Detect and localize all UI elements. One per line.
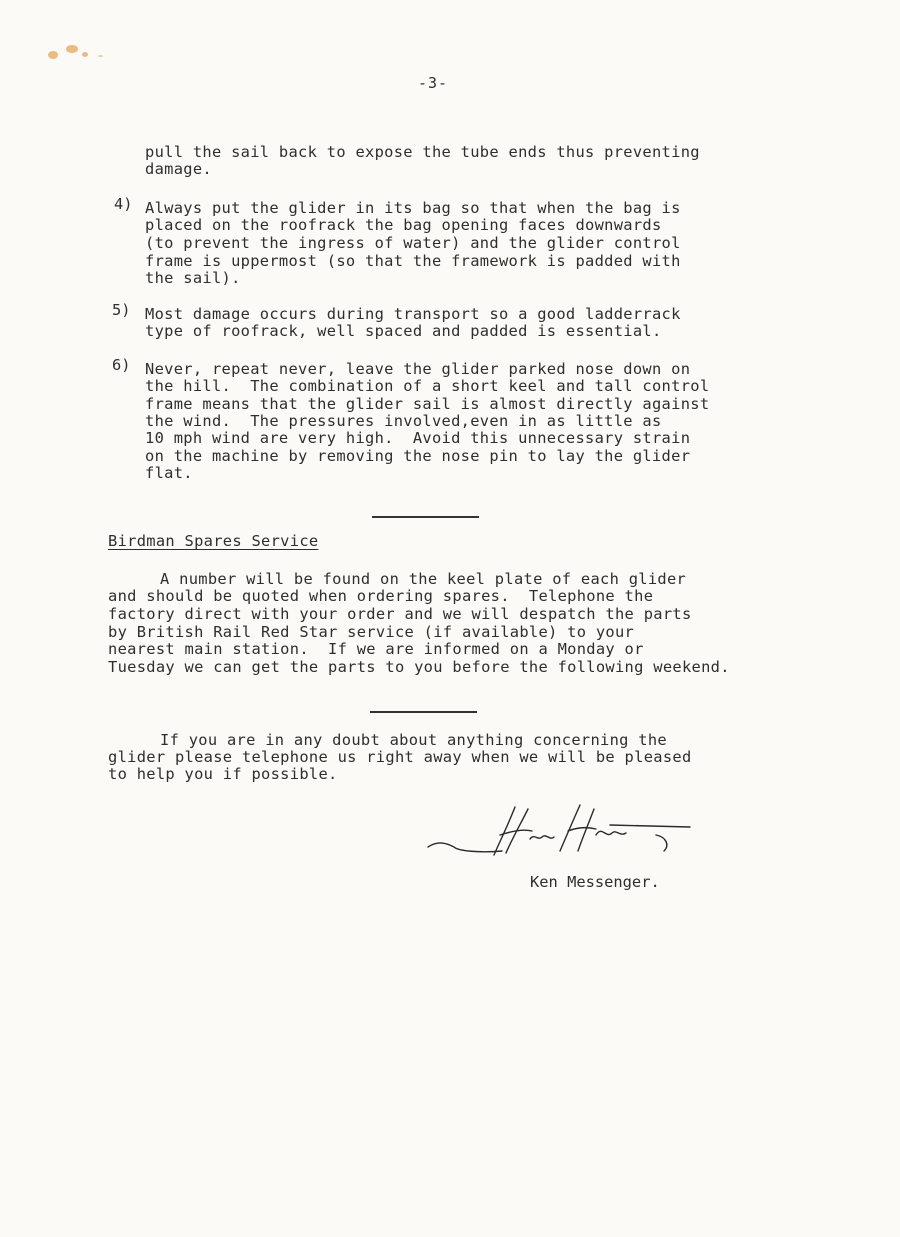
handwritten-signature (420, 795, 700, 875)
body-line: on the machine by removing the nose pin to lay the glider (145, 447, 691, 465)
body-line: (to prevent the ingress of water) and the glider control (145, 234, 681, 252)
body-line: Always put the glider in its bag so that when the bag is (145, 199, 681, 217)
body-line: type of roofrack, well spaced and padded is essential. (145, 322, 662, 340)
body-line: Never, repeat never, leave the glider parked nose down on (145, 360, 691, 378)
body-line: A number will be found on the keel plate of each glider (160, 570, 687, 588)
body-line: factory direct with your order and we will despatch the parts (108, 605, 692, 623)
body-line: the wind. The pressures involved,even in as little as (145, 412, 662, 430)
body-line: nearest main station. If we are informed on a Monday or (108, 640, 644, 658)
body-line: and should be quoted when ordering spares. Telephone the (108, 587, 654, 605)
body-line: Most damage occurs during transport so a good ladderrack (145, 305, 681, 323)
stain-mark (98, 55, 103, 57)
stain-mark (66, 45, 78, 53)
stain-mark (48, 51, 58, 59)
body-line: glider please telephone us right away when we will be pleased (108, 748, 692, 766)
body-line: pull the sail back to expose the tube ends thus preventing (145, 143, 700, 161)
section-divider (372, 516, 479, 518)
page-number: -3- (418, 74, 449, 92)
body-line: damage. (145, 160, 212, 178)
signatory-name: Ken Messenger. (530, 873, 660, 891)
stain-mark (82, 52, 88, 57)
body-line: If you are in any doubt about anything concerning the (160, 731, 667, 749)
body-line: by British Rail Red Star service (if available) to your (108, 623, 635, 641)
body-line: frame means that the glider sail is almost directly against (145, 395, 710, 413)
body-line: the hill. The combination of a short keel and tall control (145, 377, 710, 395)
body-line: to help you if possible. (108, 765, 338, 783)
body-line: the sail). (145, 269, 241, 287)
item-number: 5) (112, 301, 131, 319)
body-line: flat. (145, 464, 193, 482)
body-line: 10 mph wind are very high. Avoid this unnecessary strain (145, 429, 691, 447)
section-heading: Birdman Spares Service (108, 532, 319, 550)
body-line: placed on the roofrack the bag opening faces downwards (145, 216, 662, 234)
body-line: Tuesday we can get the parts to you before the following weekend. (108, 658, 730, 676)
section-divider (370, 711, 477, 713)
item-number: 6) (112, 356, 131, 374)
item-number: 4) (114, 195, 133, 213)
body-line: frame is uppermost (so that the framework is padded with (145, 252, 681, 270)
